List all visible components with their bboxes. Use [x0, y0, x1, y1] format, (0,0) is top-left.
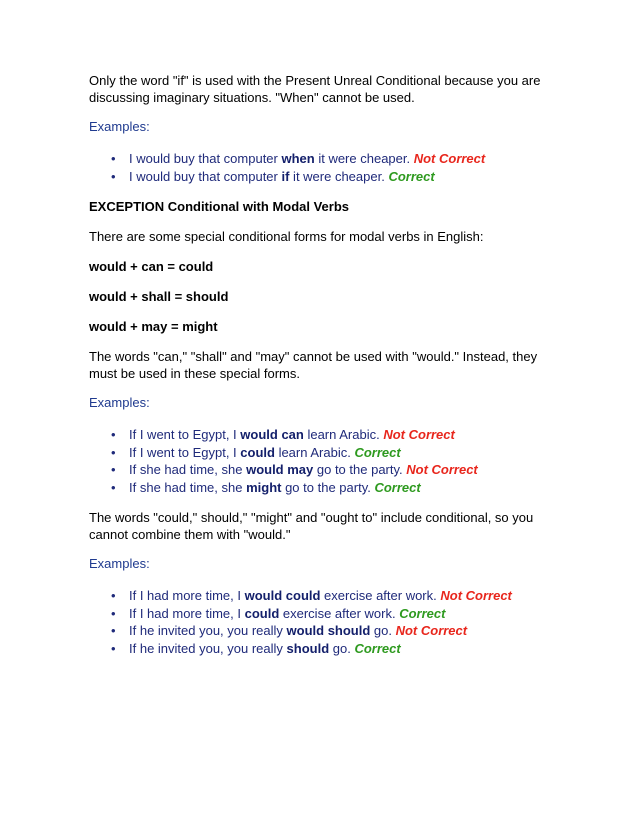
examples-label-3: Examples: [89, 556, 150, 571]
list-item: • If I went to Egypt, I could learn Arabic. Correct [111, 444, 401, 460]
bullet-icon: • [111, 605, 116, 621]
verdict-correct: Correct [354, 444, 401, 460]
examples-list-2 [89, 426, 549, 496]
list-item: • If I went to Egypt, I would can learn Arabic. Not Correct [111, 427, 455, 442]
bullet-icon: • [111, 168, 116, 184]
verdict-not-correct: Not Correct [413, 151, 486, 166]
verdict-correct: Correct [388, 168, 435, 184]
rule-can-could: would + can = could [89, 259, 214, 274]
bullet-icon: • [111, 427, 116, 442]
keyword: should [286, 640, 330, 656]
verdict-not-correct: Not Correct [406, 462, 478, 477]
intro-paragraph: Only the word "if" is used with the Present Unreal Conditional because you are discussing imaginary situations. "When" cannot be used. [89, 73, 541, 105]
verdict-correct: Correct [374, 479, 421, 495]
exception-heading: EXCEPTION Conditional with Modal Verbs [89, 199, 350, 214]
exception-intro: There are some special conditional forms for modal verbs in English: [89, 229, 484, 244]
keyword: if [281, 168, 290, 184]
bullet-icon: • [111, 444, 116, 460]
list-item: • If she had time, she would may go to the party. Not Correct [111, 462, 478, 477]
keyword: would should [286, 623, 371, 638]
exception-explanation: The words "can," "shall" and "may" cannot be used with "would." Instead, they must be used in these special forms. [89, 349, 538, 381]
list-item: • If I had more time, I would could exercise after work. Not Correct [111, 588, 512, 603]
list-item: • I would buy that computer when it were cheaper. Not Correct [111, 151, 486, 166]
list-item: • If he invited you, you really would should go. Not Correct [111, 623, 468, 638]
verdict-correct: Correct [354, 640, 401, 656]
keyword: could [240, 444, 275, 460]
bullet-icon: • [111, 462, 116, 477]
bullet-icon: • [111, 588, 116, 603]
list-item: • I would buy that computer if it were cheaper. Correct [111, 168, 435, 184]
keyword: could [244, 605, 280, 621]
bullet-icon: • [111, 479, 116, 495]
rule-may-might: would + may = might [89, 319, 218, 334]
keyword: would may [246, 462, 314, 477]
list-item: • If I had more time, I could exercise after work. Correct [111, 605, 446, 621]
examples-label-1: Examples: [89, 119, 150, 134]
verdict-not-correct: Not Correct [440, 588, 512, 603]
list-item: • If she had time, she might go to the party. Correct [111, 479, 421, 495]
section3-paragraph: The words "could," should," "might" and "ought to" include conditional, so you cannot combine them with "would." [89, 510, 534, 542]
bullet-icon: • [111, 640, 116, 656]
examples-label-2: Examples: [89, 395, 150, 410]
keyword: would could [244, 588, 321, 603]
keyword: might [246, 479, 282, 495]
verdict-not-correct: Not Correct [395, 623, 468, 638]
rule-shall-should: would + shall = should [89, 289, 229, 304]
verdict-not-correct: Not Correct [383, 427, 455, 442]
document-page [89, 72, 549, 657]
keyword: when [281, 151, 315, 166]
bullet-icon: • [111, 151, 116, 166]
examples-list-3 [89, 587, 549, 657]
examples-list-1 [89, 150, 549, 185]
verdict-correct: Correct [399, 605, 446, 621]
keyword: would can [240, 427, 304, 442]
list-item: • If he invited you, you really should go. Correct [111, 640, 401, 656]
bullet-icon: • [111, 623, 116, 638]
